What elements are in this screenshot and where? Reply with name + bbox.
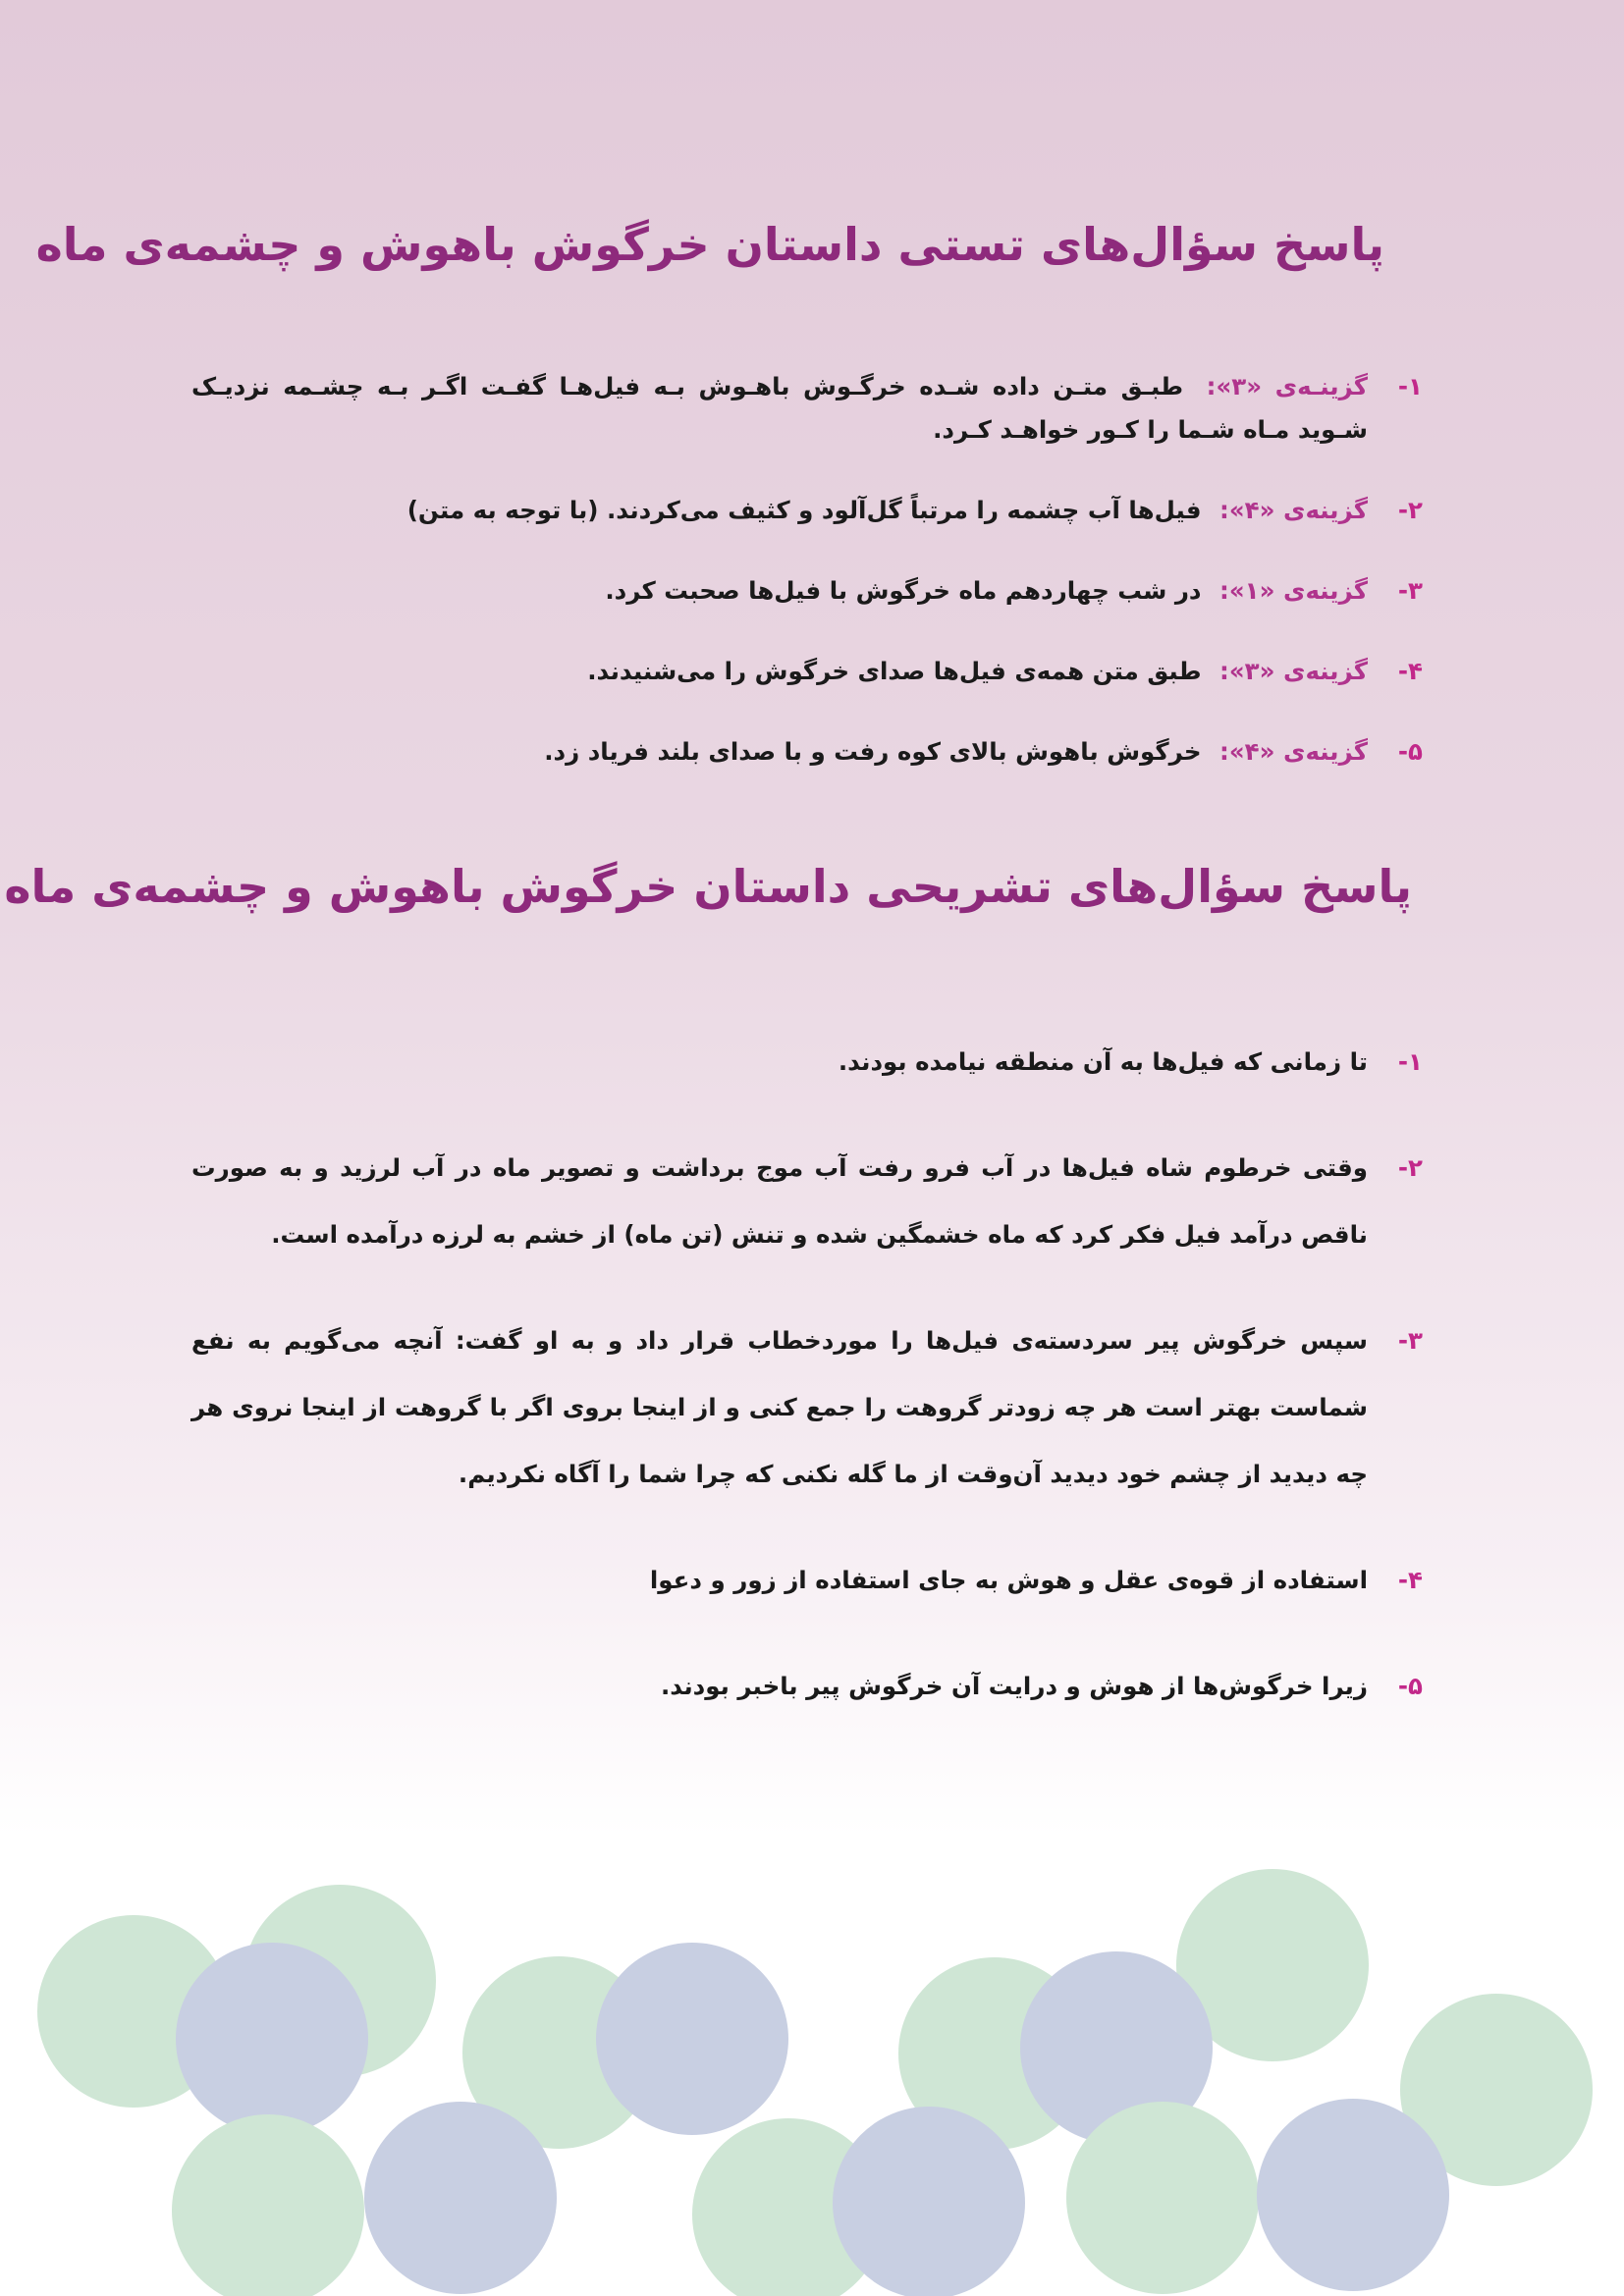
item-number: ۵- [1397, 737, 1423, 766]
answer-text: خرگوش باهوش بالای کوه رفت و با صدای بلند فریاد زد. [544, 737, 1202, 766]
item-number: ۳- [1397, 576, 1423, 605]
answer-text: سپس خرگوش پیر سردسته‌ی فیل‌ها را موردخطاب قرار داد و به او گفت: آنچه می‌گویم به نفع شماست بهتر است هر چه زودتر گروهت را جمع کنی و از اینجا بروی اگر با گروهت از اینجا نروی هر چه دیدید از چشم خود دیدید آن‌وقت از ما گله نکنی که چرا شما را آگاه نکردیم. [191, 1326, 1368, 1488]
answer-text: طبـق متـن داده شـده خرگـوش باهـوش بـه فیل‌هـا گفـت اگـر بـه چشـمه نزدیـک شـوید مـاه شـما را کـور خواهـد کـرد. [191, 372, 1368, 444]
item-number: ۲- [1397, 496, 1423, 524]
answer-text: وقتی خرطوم شاه فیل‌ها در آب فرو رفت آب موج برداشت و تصویر ماه در آب لرزید و به صورت ناقص درآمد فیل فکر کرد که ماه خشمگین شده و تنش (تن ماه) از خشم به لرزه درآمده است. [191, 1153, 1368, 1249]
list-item [191, 1308, 1423, 1508]
option-label: گزینه‌ی «۴»: [1219, 496, 1368, 524]
list-item [191, 569, 1423, 613]
item-number: ۲- [1397, 1153, 1423, 1182]
list-item [191, 365, 1423, 452]
option-label: گزینـه‌ی «۳»: [1206, 372, 1369, 400]
descriptive-answers-title: پاسخ سؤال‌های تشریحی داستان خرگوش باهوش و چشمه‌ی ماه [4, 860, 1412, 913]
answer-text: استفاده از قوه‌ی عقل و هوش به جای استفاده از زور و دعوا [649, 1566, 1368, 1594]
list-item [191, 730, 1423, 774]
item-number: ۴- [1397, 1566, 1423, 1594]
test-answers-title: پاسخ سؤال‌های تستی داستان خرگوش باهوش و چشمه‌ی ماه [35, 218, 1384, 271]
option-label: گزینه‌ی «۳»: [1219, 657, 1368, 685]
item-number: ۱- [1397, 1047, 1423, 1076]
option-label: گزینه‌ی «۴»: [1219, 737, 1368, 766]
item-number: ۳- [1397, 1326, 1423, 1355]
list-item [191, 1029, 1423, 1095]
option-label: گزینه‌ی «۱»: [1219, 576, 1368, 605]
list-item [191, 489, 1423, 532]
answer-text: زیرا خرگوش‌ها از هوش و درایت آن خرگوش پیر باخبر بودند. [661, 1672, 1368, 1700]
list-item [191, 650, 1423, 693]
item-number: ۴- [1397, 657, 1423, 685]
list-item [191, 1653, 1423, 1720]
list-item [191, 1135, 1423, 1268]
descriptive-answers-list [191, 1029, 1423, 1759]
answer-text: در شب چهاردهم ماه خرگوش با فیل‌ها صحبت کرد. [605, 576, 1202, 605]
answer-text: تا زمانی که فیل‌ها به آن منطقه نیامده بودند. [838, 1047, 1368, 1076]
test-answers-list [191, 365, 1423, 811]
answer-text: طبق متن همه‌ی فیل‌ها صدای خرگوش را می‌شنیدند. [587, 657, 1202, 685]
answer-text: فیل‌ها آب چشمه را مرتباً گل‌آلود و کثیف می‌کردند. (با توجه به متن) [406, 496, 1202, 524]
list-item [191, 1547, 1423, 1614]
item-number: ۱- [1397, 372, 1423, 400]
item-number: ۵- [1397, 1672, 1423, 1700]
